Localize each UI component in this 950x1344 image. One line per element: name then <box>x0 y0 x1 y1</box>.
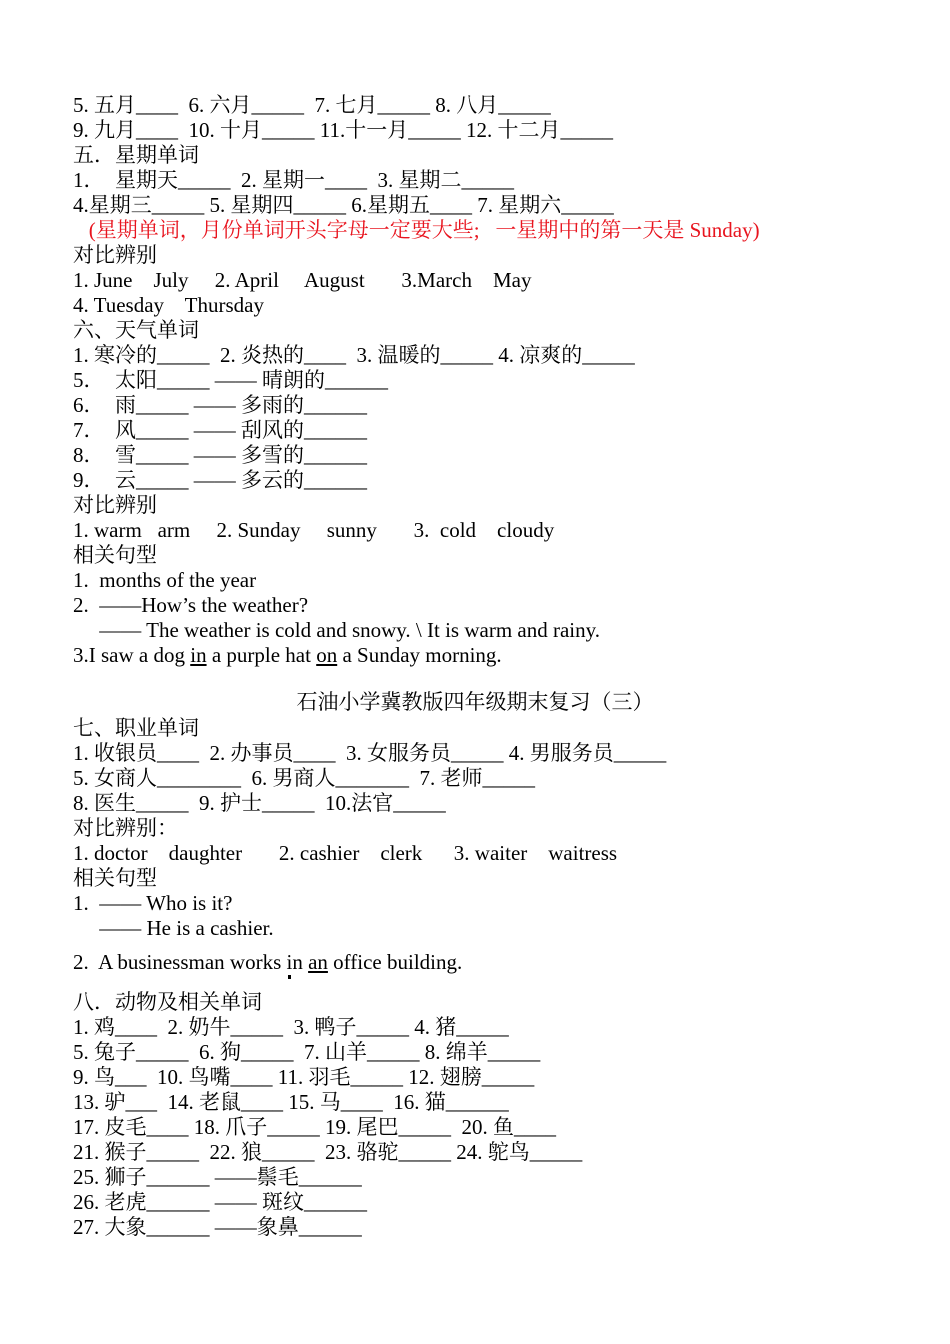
sentence-text: 2. A businessman works in <box>73 950 309 974</box>
sentence-line-businessman <box>73 950 462 975</box>
section-heading-weather: 六、天气单词 <box>73 318 199 342</box>
month-line-1: 5. 五月____ 6. 六月_____ 7. 七月_____ 8. 八月_____ <box>73 93 551 117</box>
sentence-heading: 相关句型 <box>73 543 157 567</box>
weather-line-cloud: 9． 云_____ —— 多云的______ <box>73 468 367 492</box>
stray-dot-mark <box>288 975 291 979</box>
section-heading-jobs: 七、职业单词 <box>73 716 199 740</box>
animals-line-1: 1. 鸡____ 2. 奶牛_____ 3. 鸭子_____ 4. 猪_____ <box>73 1015 509 1039</box>
compare-heading: 对比辨别 <box>73 493 157 517</box>
sentence-line-2: 2. ——How’s the weather? <box>73 593 309 617</box>
animals-line-elephant: 27. 大象______ ——象鼻______ <box>73 1215 362 1239</box>
section-heading-weekdays: 五．星期单词 <box>73 143 199 167</box>
sentence-text: office building. <box>327 950 463 974</box>
compare-line-days: 4. Tuesday Thursday <box>73 293 264 317</box>
animals-line-4: 13. 驴___ 14. 老鼠____ 15. 马____ 16. 猫______ <box>73 1090 509 1114</box>
compare-line-weather: 1. warm arm 2. Sunday sunny 3. cold cloudy <box>73 518 555 542</box>
jobs-line-2: 5. 女商人________ 6. 男商人_______ 7. 老师_____ <box>73 766 535 790</box>
sentence-line-who-answer: —— He is a cashier. <box>73 916 274 940</box>
sentence-text: a Sunday morning. <box>337 643 502 667</box>
sentence-text: a purple hat <box>206 643 317 667</box>
month-line-2: 9. 九月____ 10. 十月_____ 11.十一月_____ 12. 十二月_____ <box>73 118 613 142</box>
weather-line-1: 1. 寒冷的_____ 2. 炎热的____ 3. 温暖的_____ 4. 凉爽的_____ <box>73 343 635 367</box>
sentence-line-2-answer: —— The weather is cold and snowy. \ It is warm and rainy. <box>73 618 601 642</box>
sentence-line-3 <box>73 643 502 668</box>
review-title: 石油小学冀教版四年级期末复习（三） <box>296 690 654 714</box>
jobs-line-3: 8. 医生_____ 9. 护士_____ 10.法官_____ <box>73 791 446 815</box>
animals-line-3: 9. 鸟___ 10. 鸟嘴____ 11. 羽毛_____ 12. 翅膀_____ <box>73 1065 535 1089</box>
compare-heading: 对比辨别 <box>73 243 157 267</box>
underlined-preposition: on <box>316 643 338 667</box>
sentence-line-who: 1. —— Who is it? <box>73 891 233 915</box>
weather-line-snow: 8． 雪_____ —— 多雪的______ <box>73 443 367 467</box>
sentence-heading: 相关句型 <box>73 866 157 890</box>
animals-line-lion: 25. 狮子______ ——鬃毛______ <box>73 1165 362 1189</box>
weather-line-rain: 6． 雨_____ —— 多雨的______ <box>73 393 367 417</box>
weekday-line-2: 4.星期三_____ 5. 星期四_____ 6.星期五____ 7. 星期六_____ <box>73 193 614 217</box>
compare-heading: 对比辨别： <box>73 816 178 840</box>
capitalization-note: (星期单词，月份单词开头字母一定要大些; 一星期中的第一天是 Sunday) <box>73 218 760 242</box>
sentence-text: 3.I saw a dog <box>73 643 191 667</box>
jobs-line-1: 1. 收银员____ 2. 办事员____ 3. 女服务员_____ 4. 男服务员_____ <box>73 741 667 765</box>
compare-line-jobs: 1. doctor daughter 2. cashier clerk 3. waiter waitress <box>73 841 618 865</box>
animals-line-6: 21. 猴子_____ 22. 狼_____ 23. 骆驼_____ 24. 鸵鸟_____ <box>73 1140 583 1164</box>
animals-line-5: 17. 皮毛____ 18. 爪子_____ 19. 尾巴_____ 20. 鱼____ <box>73 1115 556 1139</box>
animals-line-tiger: 26. 老虎______ —— 斑纹______ <box>73 1190 367 1214</box>
weather-line-sun: 5． 太阳_____ —— 晴朗的______ <box>73 368 388 392</box>
weekday-line-1: 1． 星期天_____ 2. 星期一____ 3. 星期二_____ <box>73 168 514 192</box>
underlined-preposition: in <box>190 643 207 667</box>
animals-line-2: 5. 兔子_____ 6. 狗_____ 7. 山羊_____ 8. 绵羊_____ <box>73 1040 541 1064</box>
underlined-article: an <box>308 950 328 974</box>
sentence-line-1: 1. months of the year <box>73 568 257 592</box>
section-heading-animals: 八．动物及相关单词 <box>73 990 262 1014</box>
compare-line-months: 1. June July 2. April August 3.March May <box>73 268 532 292</box>
weather-line-wind: 7． 风_____ —— 刮风的______ <box>73 418 367 442</box>
